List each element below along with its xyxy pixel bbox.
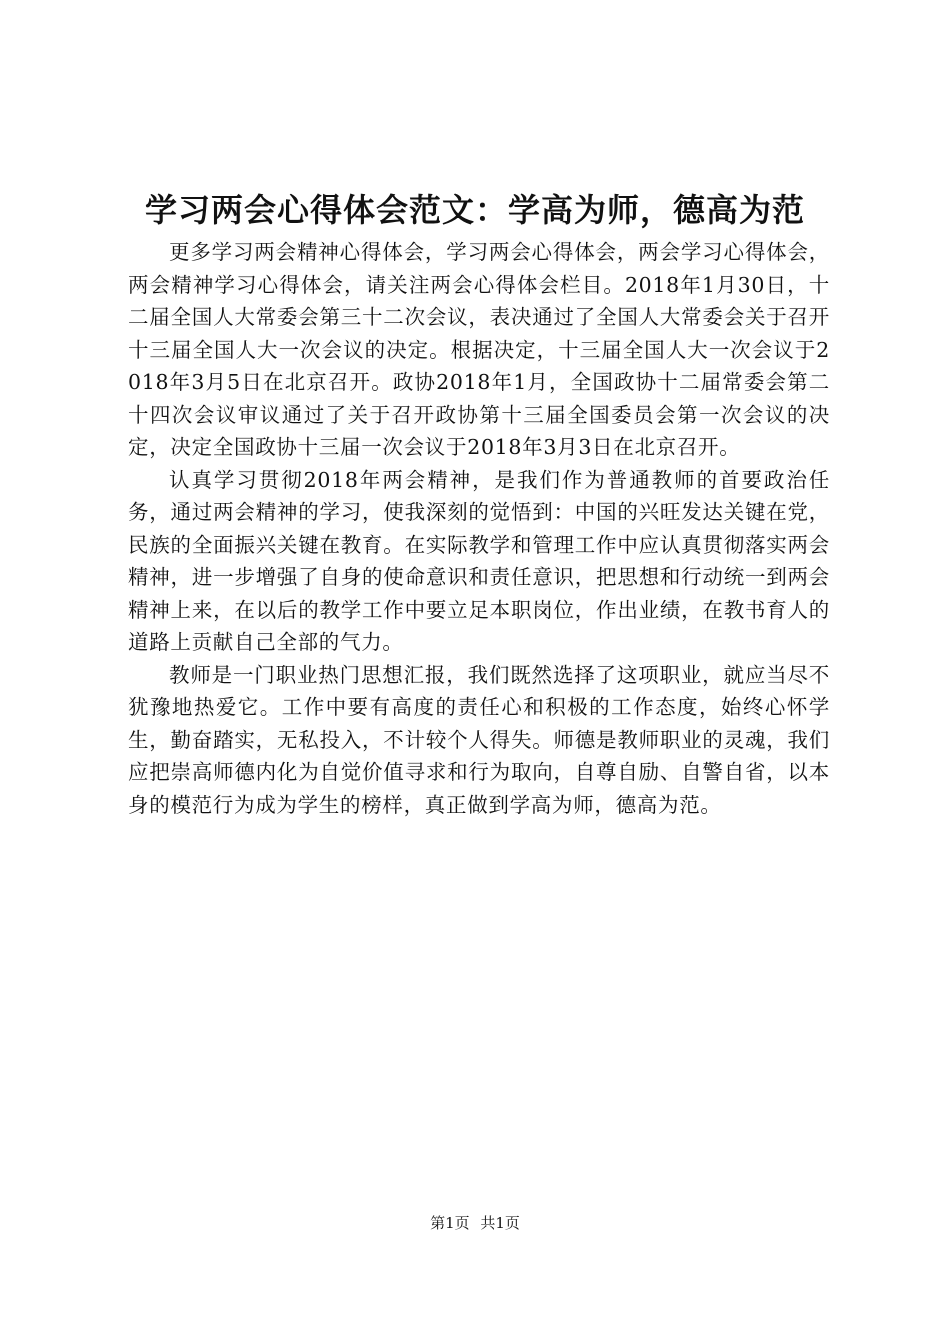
paragraph-3: 教师是一门职业热门思想汇报，我们既然选择了这项职业，就应当尽不犹豫地热爱它。工作中要有高度的责任心和积极的工作态度，始终心怀学生，勤奋踏实，无私投入，不计较个人得失。师德是教师职业的灵魂，我们应把崇高师德内化为自觉价值寻求和行为取向，自尊自励、自警自省，以本身的模范行为成为学生的榜样，真正做到学高为师，德高为范。 [128,662,830,817]
paragraph-2: 认真学习贯彻2018年两会精神，是我们作为普通教师的首要政治任务，通过两会精神的学习，使我深刻的觉悟到：中国的兴旺发达关键在党，民族的全面振兴关键在教育。在实际教学和管理工作中应认真贯彻落实两会精神，进一步增强了自身的使命意识和责任意识，把思想和行动统一到两会精神上来，在以后的教学工作中要立足本职岗位，作出业绩，在教书育人的道路上贡献自己全部的气力。 [128,467,830,654]
page-footer [0,1213,950,1233]
document-body [128,236,830,821]
page-total: 共1页 [480,1214,520,1232]
page-number: 第1页 [430,1214,470,1232]
paragraph-1: 更多学习两会精神心得体会，学习两会心得体会，两会学习心得体会，两会精神学习心得体会，请关注两会心得体会栏目。2018年1月30日，十二届全国人大常委会第三十二次会议，表决通过了全国人大常委会关于召开十三届全国人大一次会议的决定。根据决定，十三届全国人大一次会议于2018年3月5日在北京召开。政协2018年1月，全国政协十二届常委会第二十四次会议审议通过了关于召开政协第十三届全国委员会第一次会议的决定，决定全国政协十三届一次会议于2018年3月3日在北京召开。 [128,240,830,459]
document-title: 学习两会心得体会范文：学高为师，德高为范 [144,191,805,229]
